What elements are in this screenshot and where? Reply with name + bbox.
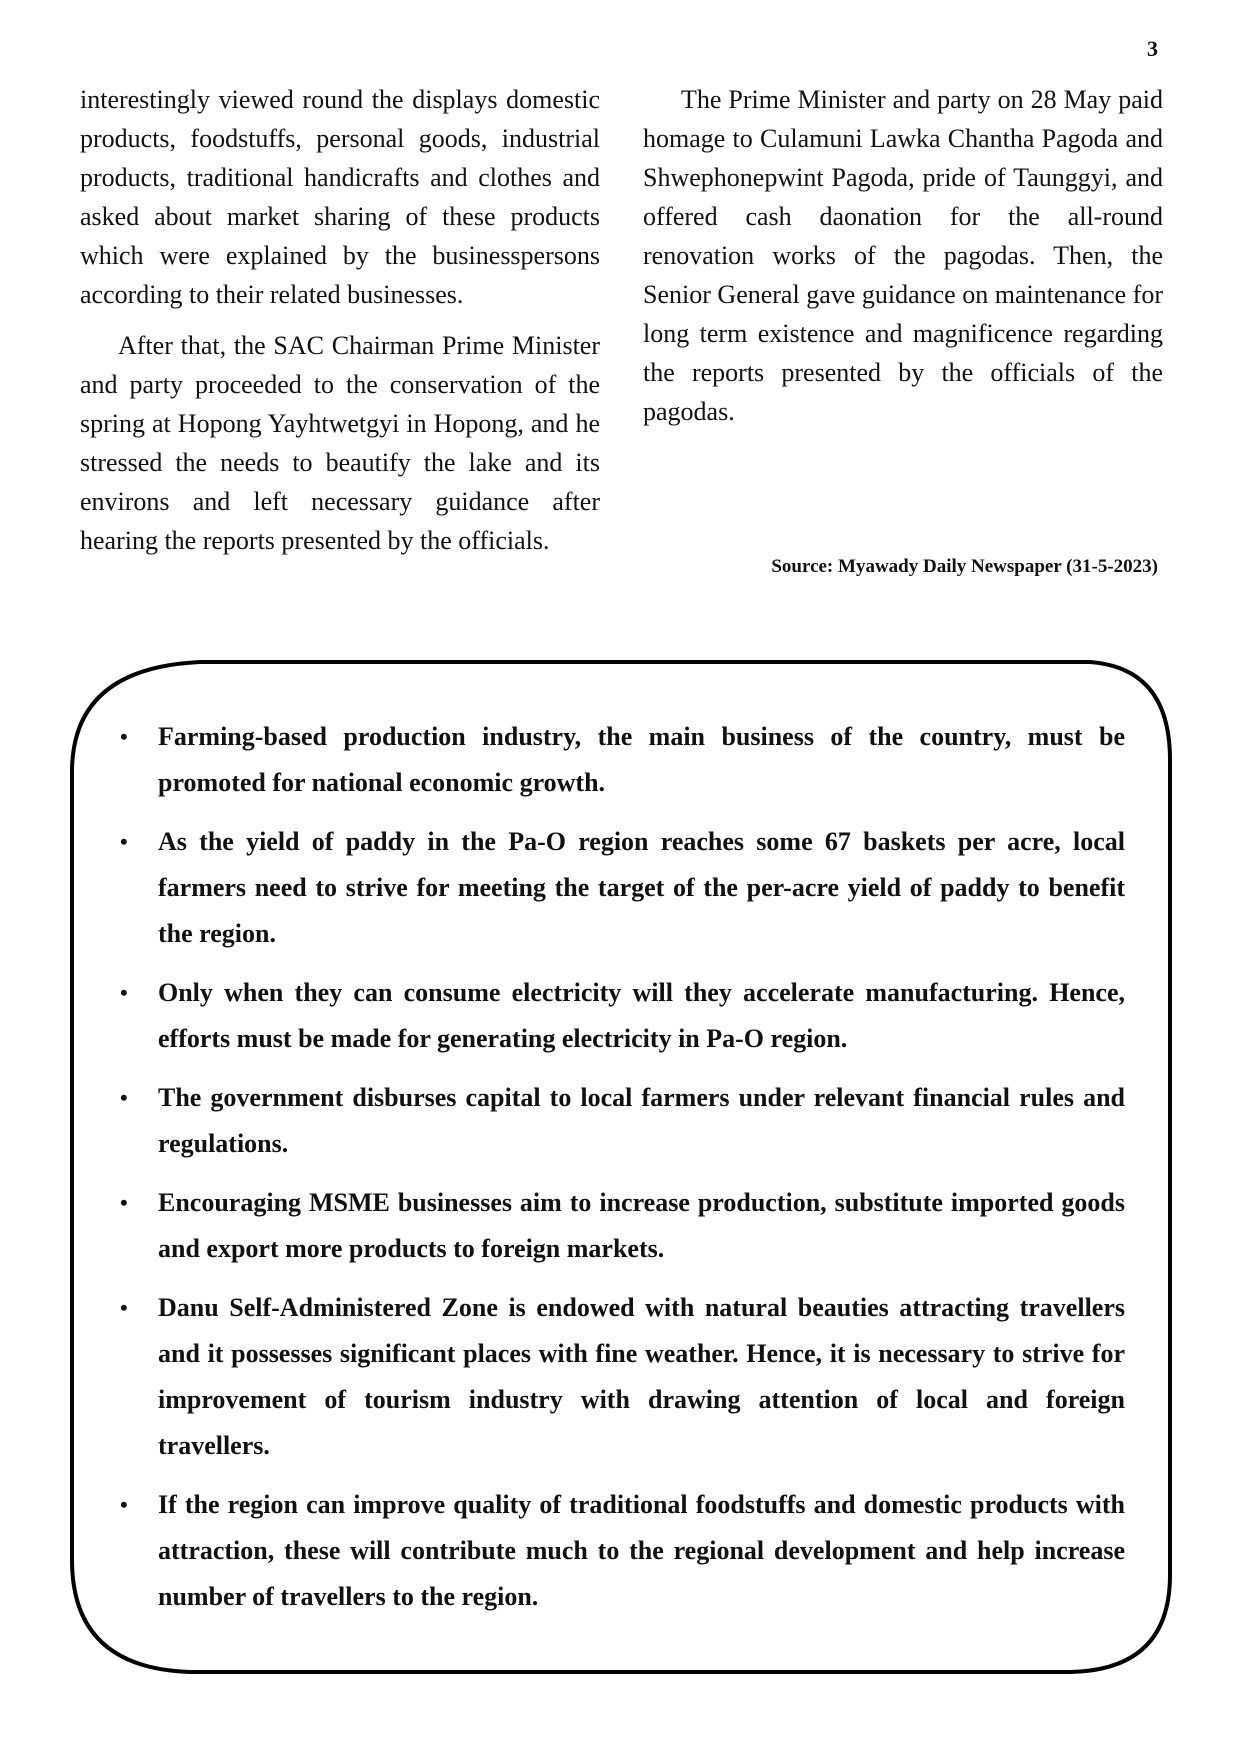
key-point-text: Danu Self-Administered Zone is endowed with natural beauties attracting travellers and it possesses significant places with fine weather. Hence, it is necessary to strive for improvement of tourism industry with drawing attention of local and foreign travellers. — [158, 1293, 1125, 1460]
bullet-icon: • — [120, 1190, 128, 1215]
key-point-item — [120, 1285, 1125, 1469]
key-point-item — [120, 1075, 1125, 1167]
bullet-icon: • — [120, 980, 128, 1005]
page-number: 3 — [1147, 36, 1158, 61]
key-point-text: Encouraging MSME businesses aim to increase production, substitute imported goods and export more products to foreign markets. — [158, 1188, 1125, 1263]
bullet-icon: • — [120, 1295, 128, 1320]
left-paragraph-2: After that, the SAC Chairman Prime Minister and party proceeded to the conservation of the spring at Hopong Yayhtwetgyi in Hopong, and he stressed the needs to beautify the lake and its environs and left necessary guidance after hearing the reports presented by the officials. — [80, 331, 600, 555]
key-point-item — [120, 1482, 1125, 1620]
bullet-icon: • — [120, 829, 128, 854]
key-point-item — [120, 819, 1125, 957]
key-point-item — [120, 1180, 1125, 1272]
key-point-text: Farming-based production industry, the main business of the country, must be promoted for national economic growth. — [158, 722, 1125, 797]
bullet-icon: • — [120, 1492, 128, 1517]
key-point-item — [120, 970, 1125, 1062]
key-point-item — [120, 714, 1125, 806]
key-point-text: As the yield of paddy in the Pa-O region reaches some 67 baskets per acre, local farmers need to strive for meeting the target of the per-acre yield of paddy to benefit the region. — [158, 827, 1125, 948]
bullet-icon: • — [120, 1085, 128, 1110]
left-paragraph-1: interestingly viewed round the displays domestic products, foodstuffs, personal goods, industrial products, traditional handicrafts and clothes and asked about market sharing of these products which were explained by the businesspersons according to their related businesses. — [80, 85, 600, 309]
key-points-list — [120, 714, 1125, 1633]
key-point-text: If the region can improve quality of traditional foodstuffs and domestic products with attraction, these will contribute much to the regional development and help increase number of travellers to the region. — [158, 1490, 1125, 1611]
key-point-text: Only when they can consume electricity will they accelerate manufacturing. Hence, efforts must be made for generating electricity in Pa-O region. — [158, 978, 1125, 1053]
bullet-icon: • — [120, 724, 128, 749]
right-paragraph-1: The Prime Minister and party on 28 May paid homage to Culamuni Lawka Chantha Pagoda and Shwephonepwint Pagoda, pride of Taunggyi, and offered cash daonation for the all-round renovation works of the pagodas. Then, the Senior General gave guidance on maintenance for long term existence and magnificence regarding the reports presented by the officials of the pagodas. — [643, 85, 1163, 426]
key-point-text: The government disburses capital to local farmers under relevant financial rules and regulations. — [158, 1083, 1125, 1158]
source-citation: Source: Myawady Daily Newspaper (31-5-2023) — [771, 556, 1158, 577]
